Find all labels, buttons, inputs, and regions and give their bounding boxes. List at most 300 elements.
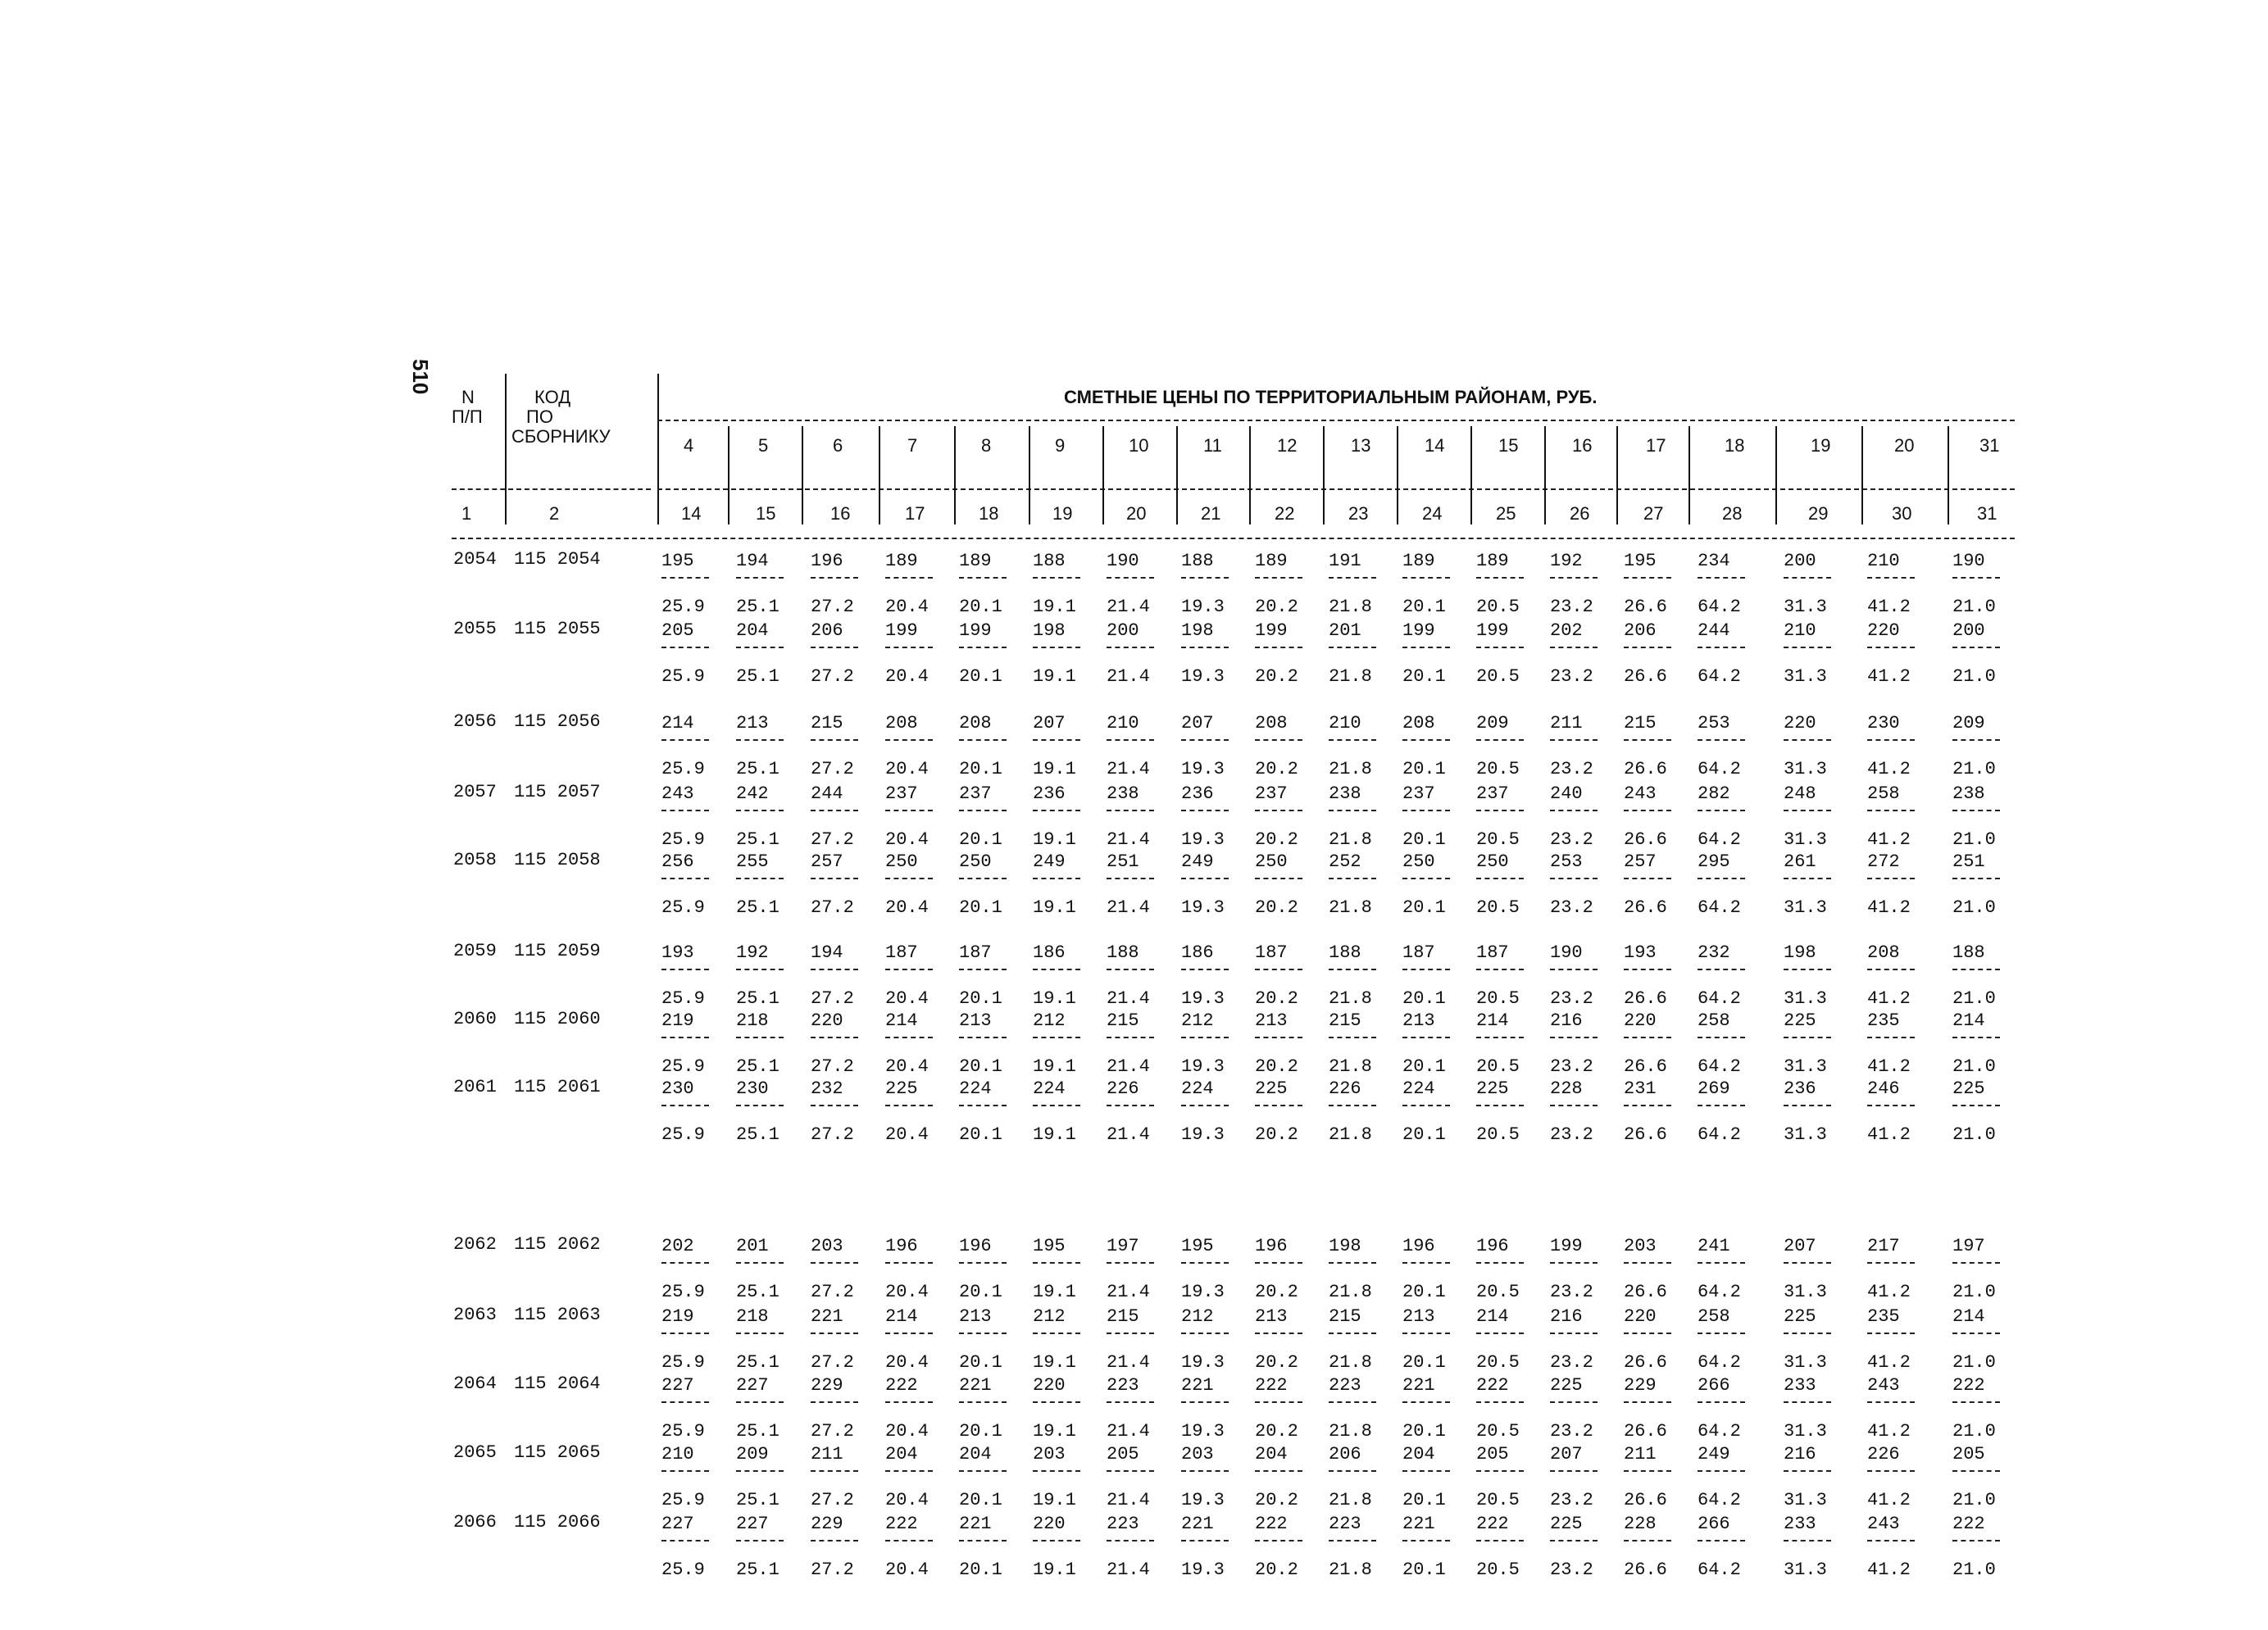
fraction-bar (661, 1105, 709, 1106)
coefficient-value: 20.1 (959, 829, 1002, 850)
fraction-bar (1784, 647, 1831, 648)
price-value: 213 (1255, 1306, 1288, 1327)
coefficient-value: 26.6 (1624, 1282, 1667, 1302)
fraction-bar (1867, 1037, 1915, 1038)
price-value: 214 (1952, 1306, 1985, 1327)
price-value: 220 (1624, 1306, 1657, 1327)
price-value: 190 (1952, 551, 1985, 571)
price-value: 215 (1107, 1306, 1139, 1327)
fraction-bar (959, 739, 1007, 741)
fraction-bar (1476, 1037, 1524, 1038)
coefficient-value: 20.1 (1402, 829, 1446, 850)
fraction-bar (661, 647, 709, 648)
price-value: 208 (1402, 713, 1435, 733)
price-value: 210 (1329, 713, 1361, 733)
coefficient-value: 25.9 (661, 597, 705, 617)
price-value: 227 (736, 1375, 769, 1396)
prices-header-title: СМЕТНЫЕ ЦЕНЫ ПО ТЕРРИТОРИАЛЬНЫМ РАЙОНАМ, РУБ. (1064, 387, 1598, 407)
coefficient-value: 20.1 (959, 1056, 1002, 1077)
column-separator-line (1544, 426, 1546, 524)
coefficient-value: 20.4 (885, 1490, 929, 1510)
price-value: 204 (1402, 1444, 1435, 1464)
fraction-bar (661, 1037, 709, 1038)
price-value: 199 (1476, 620, 1509, 641)
coefficient-value: 19.3 (1181, 1560, 1225, 1580)
fraction-bar (1624, 739, 1671, 741)
fraction-bar (1698, 878, 1745, 879)
coefficient-value: 25.1 (736, 1352, 779, 1373)
price-value: 222 (1476, 1514, 1509, 1534)
coefficient-value: 41.2 (1867, 1421, 1911, 1442)
fraction-bar (1867, 739, 1915, 741)
fraction-bar (1784, 1401, 1831, 1403)
coefficient-value: 20.2 (1255, 1560, 1298, 1580)
price-value: 261 (1784, 851, 1816, 872)
fraction-bar (1624, 969, 1671, 970)
coefficient-value: 23.2 (1550, 666, 1593, 687)
coefficient-value: 27.2 (811, 759, 854, 779)
coefficient-value: 20.1 (959, 759, 1002, 779)
coefficient-value: 25.9 (661, 1560, 705, 1580)
price-value: 193 (661, 942, 694, 963)
coefficient-value: 25.9 (661, 988, 705, 1009)
fraction-bar (959, 647, 1007, 648)
coefficient-value: 41.2 (1867, 897, 1911, 918)
price-value: 198 (1784, 942, 1816, 963)
price-value: 237 (1255, 783, 1288, 804)
coefficient-value: 19.3 (1181, 897, 1225, 918)
coefficient-value: 20.1 (1402, 1282, 1446, 1302)
price-value: 214 (1476, 1010, 1509, 1031)
column-header-kod-sub: ПО (526, 406, 553, 427)
coefficient-value: 20.5 (1476, 666, 1520, 687)
fraction-bar (1181, 577, 1229, 579)
fraction-bar (811, 969, 858, 970)
fraction-bar (1952, 1105, 2000, 1106)
price-value: 237 (959, 783, 992, 804)
fraction-bar (1402, 969, 1450, 970)
fraction-bar (1402, 1037, 1450, 1038)
column-index: 20 (1126, 503, 1147, 524)
price-value: 208 (959, 713, 992, 733)
fraction-bar (1784, 969, 1831, 970)
region-number: 16 (1572, 435, 1593, 456)
coefficient-value: 20.4 (885, 1282, 929, 1302)
coefficient-value: 31.3 (1784, 666, 1827, 687)
fraction-bar (1329, 969, 1376, 970)
price-value: 196 (1402, 1236, 1435, 1256)
fraction-bar (736, 1262, 784, 1264)
fraction-bar (1255, 739, 1302, 741)
coefficient-value: 20.1 (1402, 759, 1446, 779)
price-value: 199 (1402, 620, 1435, 641)
price-value: 244 (1698, 620, 1730, 641)
coefficient-value: 20.2 (1255, 1421, 1298, 1442)
coefficient-value: 20.2 (1255, 1124, 1298, 1145)
fraction-bar (959, 1470, 1007, 1472)
region-number: 11 (1203, 435, 1222, 456)
column-separator-line (1029, 426, 1030, 524)
coefficient-value: 19.1 (1033, 1282, 1076, 1302)
coefficient-value: 21.8 (1329, 1282, 1372, 1302)
price-value: 227 (736, 1514, 769, 1534)
coefficient-value: 31.3 (1784, 1124, 1827, 1145)
fraction-bar (1784, 878, 1831, 879)
price-value: 225 (1550, 1375, 1583, 1396)
fraction-bar (1329, 1262, 1376, 1264)
coefficient-value: 25.1 (736, 597, 779, 617)
price-value: 216 (1784, 1444, 1816, 1464)
row-number: 2060 (453, 1009, 497, 1029)
fraction-bar (885, 1105, 933, 1106)
fraction-bar (1867, 1401, 1915, 1403)
price-value: 204 (959, 1444, 992, 1464)
coefficient-value: 21.0 (1952, 666, 1996, 687)
fraction-bar (1476, 577, 1524, 579)
price-value: 207 (1784, 1236, 1816, 1256)
fraction-bar (1698, 1037, 1745, 1038)
coefficient-value: 26.6 (1624, 1056, 1667, 1077)
price-value: 246 (1867, 1078, 1900, 1099)
fraction-bar (1181, 1262, 1229, 1264)
coefficient-value: 20.1 (959, 1124, 1002, 1145)
coefficient-value: 25.1 (736, 988, 779, 1009)
price-value: 222 (1255, 1375, 1288, 1396)
coefficient-value: 21.4 (1107, 597, 1150, 617)
price-value: 250 (959, 851, 992, 872)
price-value: 241 (1698, 1236, 1730, 1256)
price-value: 249 (1698, 1444, 1730, 1464)
price-value: 236 (1181, 783, 1214, 804)
coefficient-value: 25.1 (736, 829, 779, 850)
coefficient-value: 25.1 (736, 897, 779, 918)
price-value: 222 (1255, 1514, 1288, 1534)
price-value: 212 (1181, 1010, 1214, 1031)
price-value: 221 (959, 1514, 992, 1534)
fraction-bar (1402, 1401, 1450, 1403)
fraction-bar (1255, 1262, 1302, 1264)
coefficient-value: 20.4 (885, 597, 929, 617)
price-value: 222 (1952, 1514, 1985, 1534)
coefficient-value: 23.2 (1550, 829, 1593, 850)
price-value: 187 (959, 942, 992, 963)
coefficient-value: 64.2 (1698, 597, 1741, 617)
price-value: 224 (1033, 1078, 1066, 1099)
coefficient-value: 25.9 (661, 1352, 705, 1373)
coefficient-value: 25.9 (661, 1056, 705, 1077)
coefficient-value: 20.1 (1402, 1056, 1446, 1077)
coefficient-value: 23.2 (1550, 1490, 1593, 1510)
fraction-bar (1550, 739, 1598, 741)
fraction-bar (1952, 969, 2000, 970)
price-value: 208 (885, 713, 918, 733)
fraction-bar (1698, 1105, 1745, 1106)
fraction-bar (1329, 1333, 1376, 1334)
price-value: 190 (1107, 551, 1139, 571)
region-number: 14 (1425, 435, 1445, 456)
coefficient-value: 31.3 (1784, 759, 1827, 779)
price-value: 201 (736, 1236, 769, 1256)
price-value: 220 (1033, 1514, 1066, 1534)
price-value: 211 (1624, 1444, 1657, 1464)
column-separator-line (1948, 426, 1949, 524)
price-value: 220 (1784, 713, 1816, 733)
fraction-bar (885, 810, 933, 811)
fraction-bar (1402, 1333, 1450, 1334)
price-value: 214 (885, 1010, 918, 1031)
fraction-bar (736, 810, 784, 811)
fraction-bar (1402, 1470, 1450, 1472)
fraction-bar (959, 1262, 1007, 1264)
coefficient-value: 19.1 (1033, 597, 1076, 617)
coefficient-value: 19.1 (1033, 759, 1076, 779)
fraction-bar (1867, 810, 1915, 811)
price-value: 209 (736, 1444, 769, 1464)
coefficient-value: 27.2 (811, 1282, 854, 1302)
price-value: 215 (1329, 1010, 1361, 1031)
coefficient-value: 27.2 (811, 1421, 854, 1442)
fraction-bar (1181, 878, 1229, 879)
coefficient-value: 21.0 (1952, 1421, 1996, 1442)
price-value: 272 (1867, 851, 1900, 872)
price-value: 224 (1402, 1078, 1435, 1099)
fraction-bar (1698, 1540, 1745, 1541)
price-value: 250 (1476, 851, 1509, 872)
price-value: 213 (1255, 1010, 1288, 1031)
coefficient-value: 41.2 (1867, 829, 1911, 850)
price-value: 187 (885, 942, 918, 963)
fraction-bar (1181, 1333, 1229, 1334)
price-value: 211 (811, 1444, 843, 1464)
fraction-bar (1784, 1470, 1831, 1472)
price-value: 223 (1107, 1375, 1139, 1396)
column-separator-line (1689, 426, 1690, 524)
coefficient-value: 20.4 (885, 897, 929, 918)
column-separator-line (1470, 426, 1472, 524)
coefficient-value: 23.2 (1550, 988, 1593, 1009)
fraction-bar (811, 739, 858, 741)
coefficient-value: 20.1 (1402, 1352, 1446, 1373)
coefficient-value: 21.8 (1329, 1352, 1372, 1373)
price-value: 205 (1107, 1444, 1139, 1464)
coefficient-value: 26.6 (1624, 1490, 1667, 1510)
price-value: 206 (1624, 620, 1657, 641)
price-value: 225 (1952, 1078, 1985, 1099)
coefficient-value: 20.2 (1255, 897, 1298, 918)
price-value: 231 (1624, 1078, 1657, 1099)
coefficient-value: 27.2 (811, 1352, 854, 1373)
fraction-bar (1181, 1037, 1229, 1038)
price-value: 238 (1329, 783, 1361, 804)
coefficient-value: 21.8 (1329, 759, 1372, 779)
price-value: 198 (1329, 1236, 1361, 1256)
price-value: 221 (811, 1306, 843, 1327)
coefficient-value: 20.4 (885, 829, 929, 850)
price-value: 238 (1107, 783, 1139, 804)
coefficient-value: 20.2 (1255, 759, 1298, 779)
fraction-bar (1698, 647, 1745, 648)
price-value: 198 (1033, 620, 1066, 641)
coefficient-value: 19.3 (1181, 1352, 1225, 1373)
fraction-bar (1867, 647, 1915, 648)
column-header-n: N (461, 387, 475, 407)
fraction-bar (1867, 577, 1915, 579)
row-number: 2061 (453, 1077, 497, 1097)
coefficient-value: 41.2 (1867, 988, 1911, 1009)
coefficient-value: 23.2 (1550, 1124, 1593, 1145)
row-number: 2059 (453, 941, 497, 961)
column-index: 16 (830, 503, 851, 524)
coefficient-value: 25.9 (661, 897, 705, 918)
price-value: 203 (1181, 1444, 1214, 1464)
fraction-bar (1624, 1262, 1671, 1264)
coefficient-value: 64.2 (1698, 1124, 1741, 1145)
price-value: 224 (959, 1078, 992, 1099)
column-index: 25 (1496, 503, 1516, 524)
price-value: 236 (1033, 783, 1066, 804)
coefficient-value: 20.1 (959, 1490, 1002, 1510)
coefficient-value: 25.1 (736, 1124, 779, 1145)
coefficient-value: 21.8 (1329, 666, 1372, 687)
fraction-bar (811, 1262, 858, 1264)
price-value: 252 (1329, 851, 1361, 872)
price-value: 191 (1329, 551, 1361, 571)
fraction-bar (959, 577, 1007, 579)
fraction-bar (1952, 1262, 2000, 1264)
price-value: 203 (811, 1236, 843, 1256)
fraction-bar (661, 969, 709, 970)
price-value: 213 (959, 1010, 992, 1031)
coefficient-value: 64.2 (1698, 829, 1741, 850)
fraction-bar (736, 878, 784, 879)
coefficient-value: 19.1 (1033, 1124, 1076, 1145)
price-value: 222 (1952, 1375, 1985, 1396)
price-value: 187 (1255, 942, 1288, 963)
coefficient-value: 20.5 (1476, 1421, 1520, 1442)
fraction-bar (1698, 810, 1745, 811)
fraction-bar (1033, 1037, 1080, 1038)
price-value: 242 (736, 783, 769, 804)
price-value: 214 (661, 713, 694, 733)
column-separator-line (728, 426, 729, 524)
coefficient-value: 20.5 (1476, 759, 1520, 779)
row-number: 2054 (453, 549, 497, 570)
coefficient-value: 21.0 (1952, 988, 1996, 1009)
region-number: 12 (1277, 435, 1298, 456)
column-index: 23 (1348, 503, 1369, 524)
region-number: 31 (1979, 435, 2000, 456)
fraction-bar (1952, 1401, 2000, 1403)
coefficient-value: 20.1 (959, 1352, 1002, 1373)
coefficient-value: 20.1 (1402, 1421, 1446, 1442)
coefficient-value: 19.3 (1181, 1282, 1225, 1302)
fraction-bar (736, 1037, 784, 1038)
fraction-bar (1550, 1470, 1598, 1472)
column-index: 21 (1201, 503, 1221, 524)
fraction-bar (811, 810, 858, 811)
price-value: 226 (1867, 1444, 1900, 1464)
price-value: 203 (1624, 1236, 1657, 1256)
coefficient-value: 20.2 (1255, 988, 1298, 1009)
fraction-bar (1255, 577, 1302, 579)
price-value: 205 (1476, 1444, 1509, 1464)
coefficient-value: 21.8 (1329, 897, 1372, 918)
fraction-bar (1181, 1540, 1229, 1541)
row-code: 115 2065 (514, 1442, 601, 1463)
fraction-bar (1033, 1540, 1080, 1541)
price-value: 215 (811, 713, 843, 733)
fraction-bar (1867, 878, 1915, 879)
fraction-bar (1181, 1105, 1229, 1106)
coefficient-value: 41.2 (1867, 1056, 1911, 1077)
fraction-bar (1329, 878, 1376, 879)
fraction-bar (1624, 647, 1671, 648)
price-value: 187 (1476, 942, 1509, 963)
price-value: 210 (1867, 551, 1900, 571)
price-value: 199 (1255, 620, 1288, 641)
coefficient-value: 20.1 (959, 1560, 1002, 1580)
coefficient-value: 20.4 (885, 988, 929, 1009)
fraction-bar (661, 1401, 709, 1403)
fraction-bar (1107, 1470, 1154, 1472)
fraction-bar (1033, 878, 1080, 879)
price-value: 190 (1550, 942, 1583, 963)
price-value: 210 (1784, 620, 1816, 641)
fraction-bar (885, 1037, 933, 1038)
price-value: 232 (811, 1078, 843, 1099)
price-value: 220 (811, 1010, 843, 1031)
column-index: 31 (1977, 503, 1998, 524)
fraction-bar (1033, 1470, 1080, 1472)
fraction-bar (811, 1401, 858, 1403)
coefficient-value: 21.0 (1952, 1056, 1996, 1077)
coefficient-value: 20.2 (1255, 1056, 1298, 1077)
coefficient-value: 31.3 (1784, 988, 1827, 1009)
price-value: 221 (1181, 1375, 1214, 1396)
column-index: 19 (1052, 503, 1073, 524)
price-value: 201 (1329, 620, 1361, 641)
fraction-bar (1952, 1333, 2000, 1334)
coefficient-value: 31.3 (1784, 1056, 1827, 1077)
coefficient-value: 19.1 (1033, 1352, 1076, 1373)
fraction-bar (811, 1037, 858, 1038)
fraction-bar (1952, 1470, 2000, 1472)
fraction-bar (736, 1105, 784, 1106)
coefficient-value: 19.3 (1181, 759, 1225, 779)
coefficient-value: 26.6 (1624, 1560, 1667, 1580)
price-value: 196 (885, 1236, 918, 1256)
fraction-bar (1255, 1037, 1302, 1038)
price-value: 225 (1784, 1010, 1816, 1031)
fraction-bar (1255, 1470, 1302, 1472)
coefficient-value: 23.2 (1550, 1560, 1593, 1580)
column-separator-line (1775, 426, 1777, 524)
header-divider (657, 488, 2015, 490)
coefficient-value: 20.5 (1476, 597, 1520, 617)
row-code: 115 2061 (514, 1077, 601, 1097)
price-value: 196 (1476, 1236, 1509, 1256)
price-value: 202 (661, 1236, 694, 1256)
coefficient-value: 21.0 (1952, 1282, 1996, 1302)
row-number: 2055 (453, 619, 497, 639)
coefficient-value: 19.3 (1181, 597, 1225, 617)
header-separator-line (657, 374, 659, 524)
fraction-bar (1476, 810, 1524, 811)
fraction-bar (1476, 1401, 1524, 1403)
price-value: 211 (1550, 713, 1583, 733)
fraction-bar (885, 647, 933, 648)
fraction-bar (661, 1333, 709, 1334)
